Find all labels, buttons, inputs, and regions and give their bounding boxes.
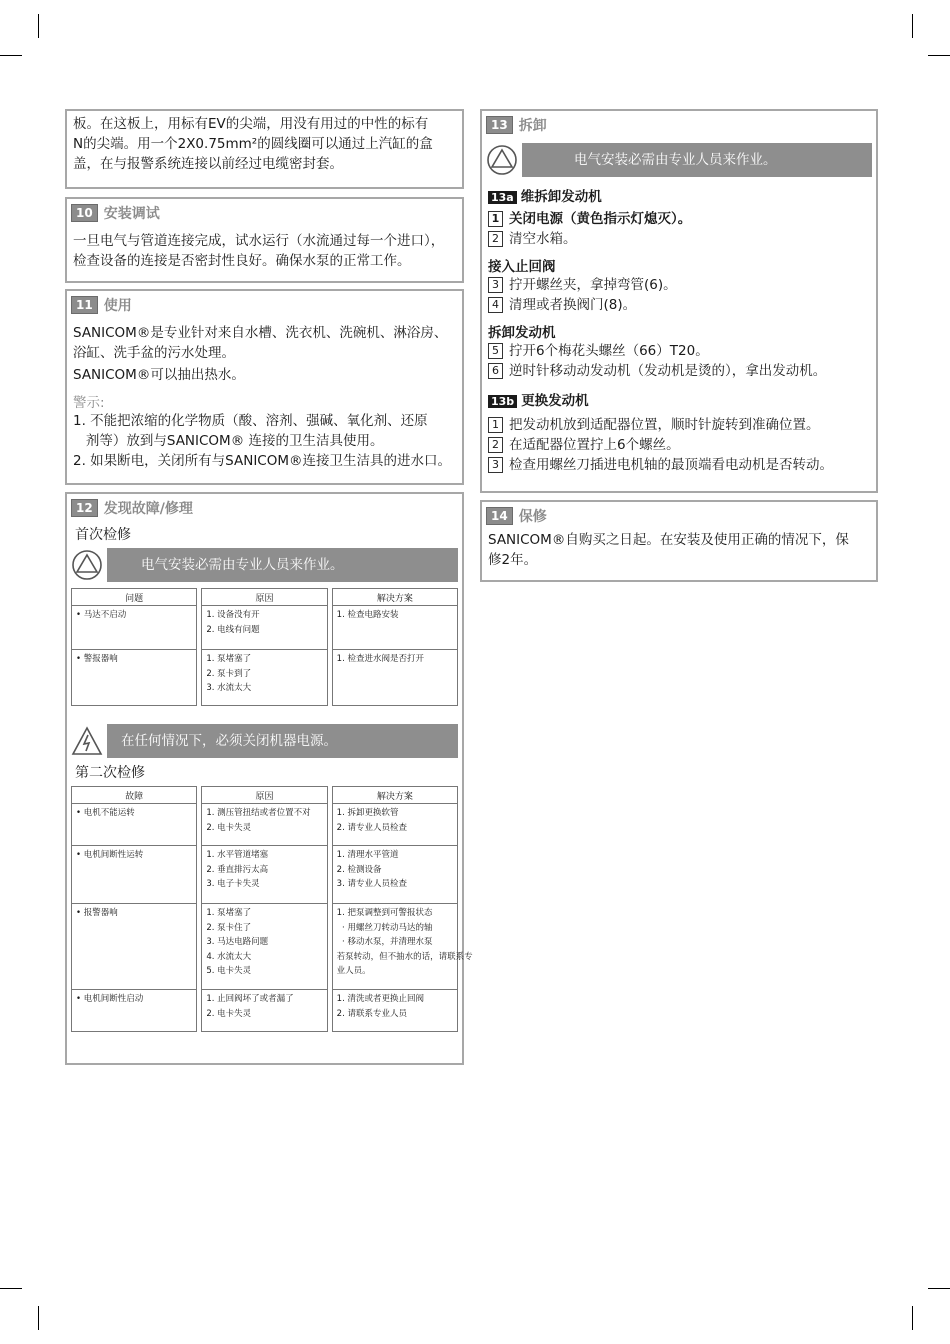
step-number: 2	[488, 231, 503, 247]
section-number: 10	[71, 204, 98, 222]
section-title: 发现故障/修理	[103, 501, 193, 517]
step-number: 1	[488, 211, 503, 227]
step-number: 1	[488, 417, 503, 433]
crop-mark	[928, 55, 950, 56]
step-item: 3 检查用螺丝刀插进电机轴的最顶端看电动机是否转动。	[482, 455, 876, 475]
column-header: 原因	[201, 588, 327, 606]
first-repair-label: 首次检修	[75, 527, 131, 543]
crop-mark	[0, 1288, 22, 1289]
section-10	[65, 197, 464, 283]
warning-text: 电气安装必需由专业人员来作业。	[522, 143, 872, 177]
crop-mark	[38, 1306, 39, 1330]
solution-cell: 1. 检查电路安装	[332, 606, 458, 650]
warning-line: 2. 如果断电，关闭所有与SANICOM®连接卫生洁具的进水口。	[73, 453, 452, 469]
crop-mark	[0, 55, 22, 56]
problem-cell: • 马达不启动	[71, 606, 197, 650]
section-14	[480, 500, 878, 582]
problem-cell: • 报警器响	[71, 904, 197, 990]
subsection-number: 13a	[488, 191, 517, 204]
subsection-title: 维拆卸发动机	[520, 189, 602, 205]
step-number: 2	[488, 437, 503, 453]
step-number: 3	[488, 277, 503, 293]
subsection-13a	[482, 185, 876, 205]
problem-cell: • 警报器响	[71, 650, 197, 706]
motor-title: 拆卸发动机	[488, 325, 556, 341]
cause-cell: 1. 止回阀坏了或者漏了 2. 电卡失灵	[201, 990, 327, 1032]
warning-text: 电气安装必需由专业人员来作业。	[107, 548, 458, 582]
table-row	[71, 606, 458, 650]
warning-line: 剂等）放到与SANICOM® 连接的卫生洁具使用。	[73, 433, 384, 449]
cause-cell: 1. 水平管道堵塞 2. 垂直排污太高 3. 电子卡失灵	[201, 846, 327, 904]
second-repair-table	[67, 786, 473, 1032]
warning-banner	[71, 548, 458, 582]
step-number: 4	[488, 297, 503, 313]
intro-box	[65, 109, 464, 189]
intro-line: 板。在这板上，用标有EV的尖端，用没有用过的中性的标有	[73, 116, 429, 132]
warning-banner	[71, 724, 458, 758]
body-line: SANICOM®是专业针对来自水槽、洗衣机、洗碗机、淋浴房、	[73, 325, 448, 341]
solution-cell: 1. 检查进水阀是否打开	[332, 650, 458, 706]
crop-mark	[912, 1306, 913, 1330]
step-item: 1 关闭电源（黄色指示灯熄灭）。	[482, 209, 876, 229]
section-number: 14	[486, 507, 513, 525]
subsection-13b	[482, 389, 876, 409]
cause-cell: 1. 测压管扭结或者位置不对 2. 电卡失灵	[201, 804, 327, 846]
section-11	[65, 289, 464, 485]
section-12	[65, 492, 473, 1065]
step-item: 6 逆时针移动动发动机（发动机是烫的），拿出发动机。	[482, 361, 876, 381]
table-row	[71, 650, 458, 706]
warning-label: 警示:	[73, 395, 105, 411]
body-line: 浴缸、洗手盆的污水处理。	[73, 345, 235, 361]
table-row	[71, 904, 458, 990]
body-line: 一旦电气与管道连接完成，试水运行（水流通过每一个进口），	[73, 233, 445, 249]
table-row	[71, 804, 458, 846]
valve-title: 接入止回阀	[488, 259, 556, 275]
first-repair-table	[67, 588, 462, 706]
second-repair-label: 第二次检修	[75, 765, 145, 781]
body-line: 检查设备的连接是否密封性良好。确保水泵的正常工作。	[73, 253, 411, 269]
body-line: SANICOM®可以抽出热水。	[73, 367, 245, 383]
subsection-number: 13b	[488, 395, 517, 408]
crop-mark	[928, 1288, 950, 1289]
cause-cell: 1. 设备没有开 2. 电线有问题	[201, 606, 327, 650]
step-number: 6	[488, 363, 503, 379]
crop-mark	[38, 14, 39, 38]
table-row	[71, 990, 458, 1032]
column-header: 原因	[201, 786, 327, 804]
warning-triangle-icon	[71, 549, 103, 581]
body-line: SANICOM®自购买之日起。在安装及使用正确的情况下，保	[488, 532, 849, 548]
column-header: 故障	[71, 786, 197, 804]
section-13	[480, 109, 878, 493]
step-item: 2 清空水箱。	[482, 229, 876, 249]
solution-cell: 1. 拆卸更换软管 2. 请专业人员检查	[332, 804, 458, 846]
intro-line: N的尖端。用一个2X0.75mm²的圆线圈可以通过上汽缸的盒	[73, 136, 433, 152]
problem-cell: • 电机间断性运转	[71, 846, 197, 904]
warning-banner	[486, 143, 872, 177]
table-row	[71, 846, 458, 904]
solution-cell: 1. 清理水平管道 2. 检测设备 3. 请专业人员检查	[332, 846, 458, 904]
step-item: 2 在适配器位置拧上6个螺丝。	[482, 435, 876, 455]
step-number: 3	[488, 457, 503, 473]
section-title: 保修	[518, 509, 547, 525]
step-item: 5 拧开6个梅花头螺丝（66）T20。	[482, 341, 876, 361]
section-title: 拆卸	[518, 118, 547, 134]
cause-cell: 1. 泵堵塞了 2. 泵卡到了 3. 水流太大	[201, 650, 327, 706]
crop-mark	[912, 14, 913, 38]
warning-triangle-icon	[486, 144, 518, 176]
intro-line: 盖，在与报警系统连接以前经过电缆密封套。	[73, 156, 343, 172]
column-header: 问题	[71, 588, 197, 606]
step-item: 4 清理或者换阀门(8)。	[482, 295, 876, 315]
section-number: 13	[486, 116, 513, 134]
problem-cell: • 电机不能运转	[71, 804, 197, 846]
section-title: 使用	[103, 298, 132, 314]
section-number: 11	[71, 296, 98, 314]
electric-hazard-icon	[71, 725, 103, 757]
section-number: 12	[71, 499, 98, 517]
column-header: 解决方案	[332, 786, 458, 804]
subsection-title: 更换发动机	[521, 393, 589, 409]
warning-line: 1. 不能把浓缩的化学物质（酸、溶剂、强碱、氧化剂、还原	[73, 413, 428, 429]
problem-cell: • 电机间断性启动	[71, 990, 197, 1032]
cause-cell: 1. 泵堵塞了 2. 泵卡住了 3. 马达电路问题 4. 水流太大 5. 电卡失灵	[201, 904, 327, 990]
step-item: 3 拧开螺丝夹，拿掉弯管(6)。	[482, 275, 876, 295]
step-item: 1 把发动机放到适配器位置，顺时针旋转到准确位置。	[482, 415, 876, 435]
section-title: 安装调试	[103, 206, 160, 222]
step-number: 5	[488, 343, 503, 359]
column-header: 解决方案	[332, 588, 458, 606]
body-line: 修2年。	[488, 552, 538, 568]
solution-cell: 1. 清洗或者更换止回阀 2. 请联系专业人员	[332, 990, 458, 1032]
solution-cell: 1. 把泵调整到可警报状态 · 用螺丝刀转动马达的轴 · 移动水泵，并清理水泵 若泵转动，但不抽水的话，请联系专 业人员。	[332, 904, 458, 990]
warning-text: 在任何情况下，必须关闭机器电源。	[107, 724, 458, 758]
